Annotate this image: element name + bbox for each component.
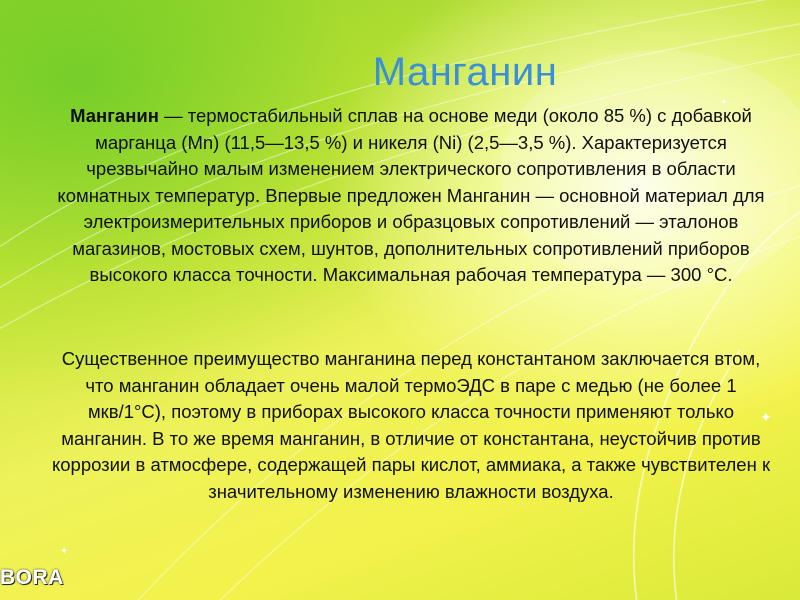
paragraph-body: — термостабильный сплав на основе меди (около 85 %) с добавкой марганца (Mn) (11,5—13,5 %) и никеля (Ni) (2,5—3,5 %). Характеризуется чрезвычайно малым изменением электрического сопротивления в области комнатных температур. Впервые предложен Манганин — основной материал для электроизмерительных приборов и образцовых сопротивлений — эталонов магазинов, мостовых схем, шунтов, дополнительных сопротивлений приборов высокого класса точности. Максимальная рабочая температура — 300 °C. [57,105,765,285]
paragraph-lead-term: Манганин [70,105,159,126]
slide-title: Манганин [372,50,558,94]
watermark-logo: BORA [0,566,64,589]
paragraph-advantage: Существенное преимущество манганина перед константаном заключается втом, что манганин обладает очень малой термоЭДС в паре с медью (не более 1 мкв/1°C), поэтому в приборах высокого класса точности применяют только манганин. В то же время манганин, в отличие от константана, неустойчив против коррозии в атмосфере, содержащей пары кислот, аммиака, а также чувствителен к значительному изменению влажности воздуха. [51,348,771,502]
sparkle-icon: ✦ [720,97,728,107]
sparkle-icon: ✦ [60,546,69,557]
paragraph-definition [46,103,776,289]
sparkle-icon: ✦ [760,409,772,425]
